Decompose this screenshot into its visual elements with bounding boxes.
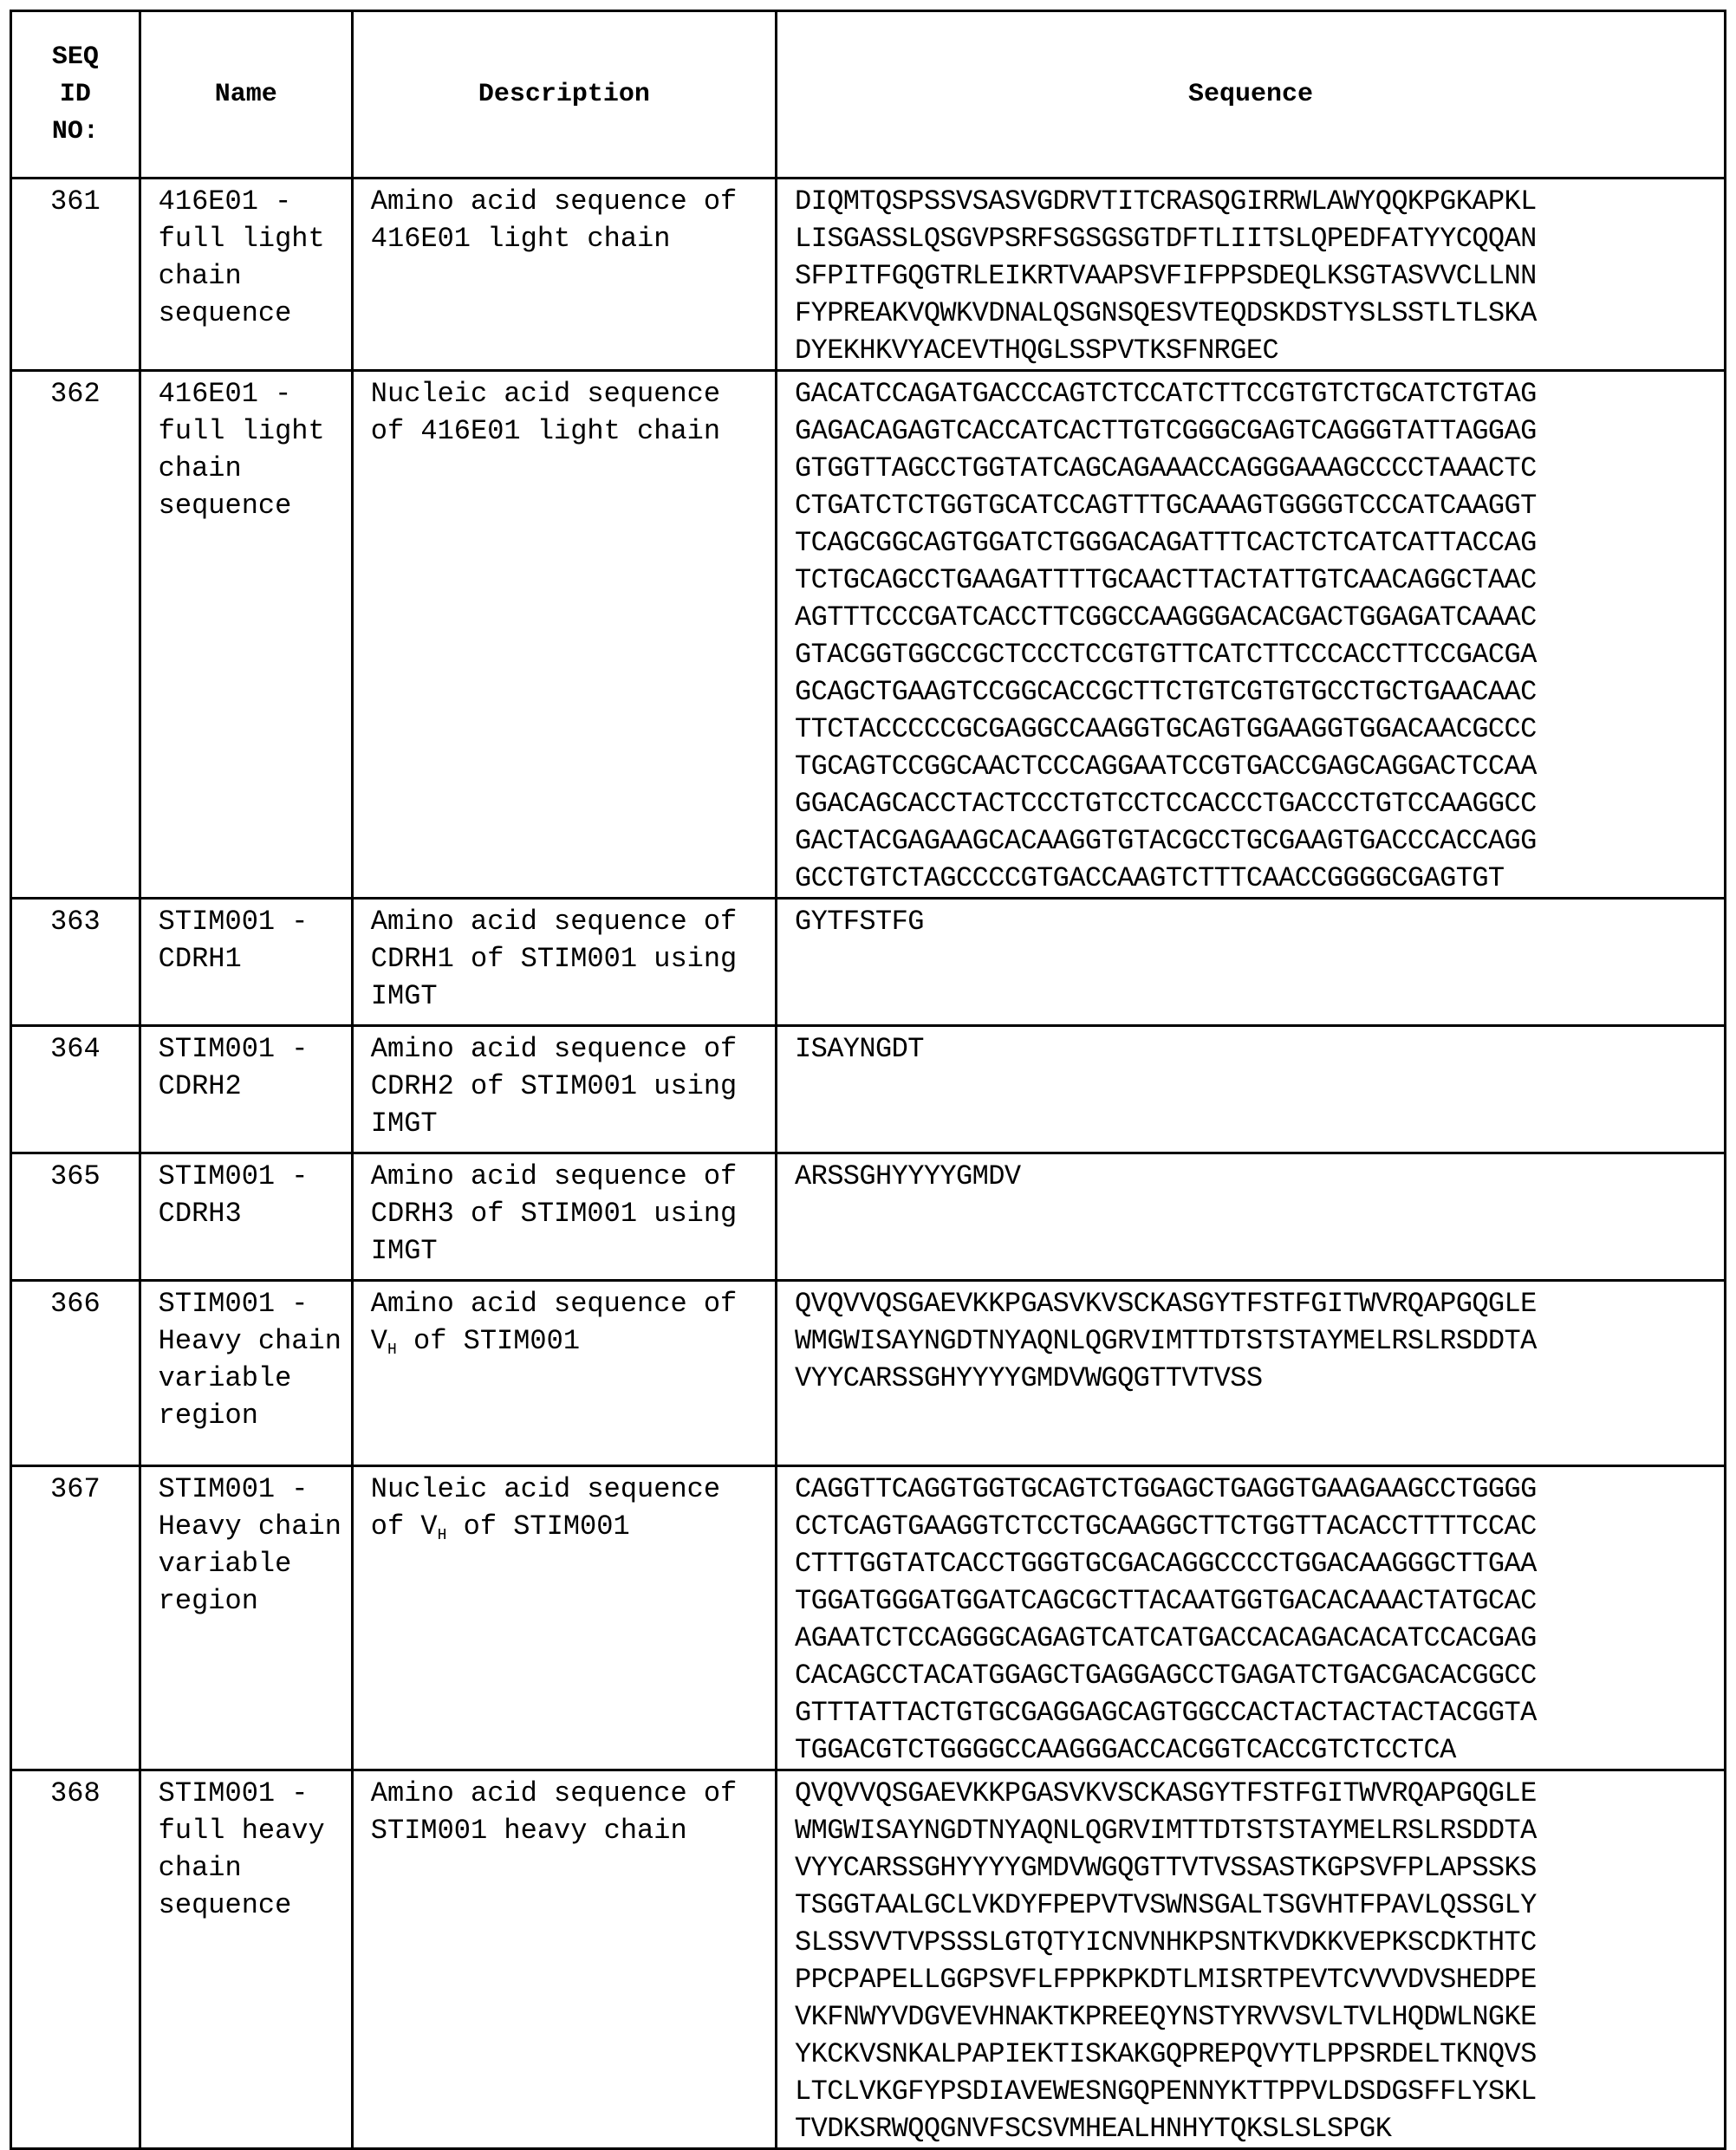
seq-id-cell [11,1770,140,2149]
sequence-line: SFPITFGQGTRLEIKRTVAAPSVFIFPPSDEQLKSGTASVVCLLNN [795,260,1537,292]
sequence-line: PPCPAPELLGGPSVFLFPPKPKDTLMISRTPEVTCVVVDVSHEDPE [795,1964,1537,1996]
sequence-line: LTCLVKGFYPSDIAVEWESNGQPENNYKTTPPVLDSDGSFFLYSKL [795,2075,1537,2108]
sequence-line: LISGASSLQSGVPSRFSGSGSGTDFTLIITSLQPEDFATYYCQQAN [795,223,1537,255]
sequence-cell [777,1281,1726,1466]
table-row-367 [11,1466,1726,1770]
seq-id-value: 364 [50,1033,101,1065]
description-value: Amino acid sequence of 416E01 light chain [370,185,754,255]
description-value: Nucleic acid sequence of $V_H$ of STIM001 [370,1473,738,1544]
sequence-line: GTTTATTACTGTGCGAGGAGCAGTGGCCACTACTACTACTACGGTA [795,1697,1537,1729]
sequence-line: DYEKHKVYACEVTHQGLSSPVTKSFNRGEC [795,335,1279,367]
name-cell [140,1281,359,1466]
description-value: Amino acid sequence of STIM001 heavy chain [370,1777,754,1847]
sequence-value [777,1771,1724,2147]
sequence-line: WMGWISAYNGDTNYAQNLQGRVIMTTDTSTSTAYMELRSLRSDDTA [795,1815,1537,1847]
subscript: H [387,1341,397,1359]
sequence-line: QVQVVQSGAEVKKPGASVKVSCKASGYTFSTFGITWVRQAPGQGLE [795,1777,1537,1809]
name-value: 416E01 - full light chain sequence [158,378,341,522]
description-cell [352,899,776,1026]
description-cell [352,179,776,371]
name-value: STIM001 - CDRH3 [158,1160,325,1230]
sequence-cell [777,371,1726,899]
name-cell [140,899,352,1026]
table-row-365 [11,1153,1726,1281]
name-value: STIM001 - Heavy chain variable region [158,1288,359,1432]
sequence-cell [777,1153,1726,1281]
description-value: Amino acid sequence of CDRH2 of STIM001 using IMGT [370,1033,754,1140]
sequence-line: ISAYNGDT [795,1033,924,1065]
sequence-line: GCCTGTCTAGCCCCGTGACCAAGTCTTTCAACCGGGGCGAGTGT [795,862,1505,894]
seq-id-cell [11,1466,140,1770]
header-name: Name [140,11,352,179]
name-value: STIM001 - full heavy chain sequence [158,1777,341,1921]
sequence-cell [777,899,1726,1026]
seq-id-cell [11,1026,140,1153]
name-value: STIM001 - CDRH2 [158,1033,325,1102]
sequence-cell [777,1770,1726,2149]
table-row-361 [11,179,1726,371]
table-row-366 [11,1281,1726,1466]
name-cell [140,371,352,899]
sequence-line: TSGGTAALGCLVKDYFPEPVTVSWNSGALTSGVHTFPAVLQSSGLY [795,1889,1537,1921]
sequence-line: TVDKSRWQQGNVFSCSVMHEALHNHYTQKSLSLSPGK [795,2113,1392,2145]
description-cell [352,1281,776,1466]
sequence-line: TGGACGTCTGGGGCCAAGGGACCACGGTCACCGTCTCCTCA [795,1734,1456,1766]
sequence-line: FYPREAKVQWKVDNALQSGNSQESVTEQDSKDSTYSLSSTLTLSKA [795,297,1537,329]
description-value: Amino acid sequence of CDRH1 of STIM001 using IMGT [370,906,754,1012]
sequence-line: QVQVVQSGAEVKKPGASVKVSCKASGYTFSTFGITWVRQAPGQGLE [795,1288,1537,1320]
sequence-line: ARSSGHYYYYGMDV [795,1160,1021,1192]
name-cell [140,1466,359,1770]
sequence-line: SLSSVVTVPSSSLGTQTYICNVNHKPSNTKVDKKVEPKSCDKTHTC [795,1926,1537,1958]
name-value: STIM001 - Heavy chain variable region [158,1473,359,1617]
sequence-line: YKCKVSNKALPAPIEKTISKAKGQPREPQVYTLPPSRDELTKNQVS [795,2038,1537,2070]
name-cell [140,1026,352,1153]
sequence-cell [777,1466,1726,1770]
sequence-line: TGGATGGGATGGATCAGCGCTTACAATGGTGACACAAACTATGCAC [795,1585,1537,1617]
sequence-line: TCTGCAGCCTGAAGATTTTGCAACTTACTATTGTCAACAGGCTAAC [795,564,1537,596]
sequence-line: VYYCARSSGHYYYYGMDVWGQGTTVTVSS [795,1362,1263,1394]
seq-id-value: 367 [50,1473,101,1505]
sequence-line: VKFNWYVDGVEVHNAKTKPREEQYNSTYRVVSVLTVLHQDWLNGKE [795,2001,1537,2033]
sequence-value [777,900,1724,940]
subscript: H [437,1527,447,1544]
seq-id-value: 365 [50,1160,101,1192]
table-row-363 [11,899,1726,1026]
table-body [11,179,1726,2149]
header-description: Description [352,11,776,179]
sequence-line: GACTACGAGAAGCACAAGGTGTACGCCTGCGAAGTGACCCACCAGG [795,825,1537,857]
sequence-line: DIQMTQSPSSVSASVGDRVTITCRASQGIRRWLAWYQQKPGKAPKL [795,185,1537,218]
sequence-line: GYTFSTFG [795,906,924,938]
sequence-cell [777,1026,1726,1153]
name-value: STIM001 - CDRH1 [158,906,325,975]
sequence-line: CAGGTTCAGGTGGTGCAGTCTGGAGCTGAGGTGAAGAAGCCTGGGG [795,1473,1537,1505]
description-value: Nucleic acid sequence of 416E01 light chain [370,378,738,447]
sequence-line: TCAGCGGCAGTGGATCTGGGACAGATTTCACTCTCATCATTACCAG [795,527,1537,559]
description-value: Amino acid sequence of $V_H$ of STIM001 [370,1288,754,1359]
sequence-value [777,1467,1724,1769]
sequence-line: VYYCARSSGHYYYYGMDVWGQGTTVTVSSASTKGPSVFPLAPSSKS [795,1852,1537,1884]
sequence-value [777,179,1724,369]
seq-id-cell [11,899,140,1026]
sequence-table [10,10,1726,2150]
name-cell [140,1770,352,2149]
description-cell [352,1770,776,2149]
sequence-cell [777,179,1726,371]
sequence-line: GTACGGTGGCCGCTCCCTCCGTGTTCATCTTCCCACCTTCCGACGA [795,639,1537,671]
sequence-value [777,1282,1724,1397]
sequence-line: GCAGCTGAAGTCCGGCACCGCTTCTGTCGTGTGCCTGCTGAACAAC [795,676,1537,708]
table-row-368 [11,1770,1726,2149]
sequence-value [777,1027,1724,1068]
seq-id-value: 361 [50,185,101,218]
seq-id-value: 368 [50,1777,101,1809]
name-cell [140,1153,352,1281]
sequence-line: GAGACAGAGTCACCATCACTTGTCGGGCGAGTCAGGGTATTAGGAG [795,415,1537,447]
sequence-line: TTCTACCCCCGCGAGGCCAAGGTGCAGTGGAAGGTGGACAACGCCC [795,713,1537,745]
description-value: Amino acid sequence of CDRH3 of STIM001 using IMGT [370,1160,754,1267]
sequence-value [777,1154,1724,1195]
seq-id-cell [11,1153,140,1281]
seq-id-value: 366 [50,1288,101,1320]
description-cell [352,371,776,899]
description-cell [352,1026,776,1153]
description-cell [352,1153,776,1281]
description-cell [352,1466,776,1770]
sequence-line: CTTTGGTATCACCTGGGTGCGACAGGCCCCTGGACAAGGGCTTGAA [795,1548,1537,1580]
name-value: 416E01 - full light chain sequence [158,185,341,329]
sequence-line: AGAATCTCCAGGGCAGAGTCATCATGACCACAGACACATCCACGAG [795,1622,1537,1654]
sequence-line: AGTTTCCCGATCACCTTCGGCCAAGGGACACGACTGGAGATCAAAC [795,601,1537,633]
sequence-line: GTGGTTAGCCTGGTATCAGCAGAAACCAGGGAAAGCCCCTAAACTC [795,452,1537,484]
table-row-364 [11,1026,1726,1153]
seq-id-cell [11,179,140,371]
sequence-line: CCTCAGTGAAGGTCTCCTGCAAGGCTTCTGGTTACACCTTTTCCAC [795,1510,1537,1543]
seq-id-value: 362 [50,378,101,410]
sequence-line: GGACAGCACCTACTCCCTGTCCTCCACCCTGACCCTGTCCAAGGCC [795,788,1537,820]
header-row [11,11,1726,179]
sequence-line: TGCAGTCCGGCAACTCCCAGGAATCCGTGACCGAGCAGGACTCCAA [795,750,1537,783]
sequence-line: WMGWISAYNGDTNYAQNLQGRVIMTTDTSTSTAYMELRSLRSDDTA [795,1325,1537,1357]
seq-id-cell [11,1281,140,1466]
sequence-line: GACATCCAGATGACCCAGTCTCCATCTTCCGTGTCTGCATCTGTAG [795,378,1537,410]
seq-id-value: 363 [50,906,101,938]
header-seq-id: SEQ ID NO: [11,11,140,179]
seq-id-cell [11,371,140,899]
header-sequence: Sequence [777,11,1726,179]
sequence-value [777,372,1724,897]
sequence-line: CTGATCTCTGGTGCATCCAGTTTGCAAAGTGGGGTCCCATCAAGGT [795,490,1537,522]
sequence-line: CACAGCCTACATGGAGCTGAGGAGCCTGAGATCTGACGACACGGCC [795,1660,1537,1692]
name-cell [140,179,352,371]
table-row-362 [11,371,1726,899]
